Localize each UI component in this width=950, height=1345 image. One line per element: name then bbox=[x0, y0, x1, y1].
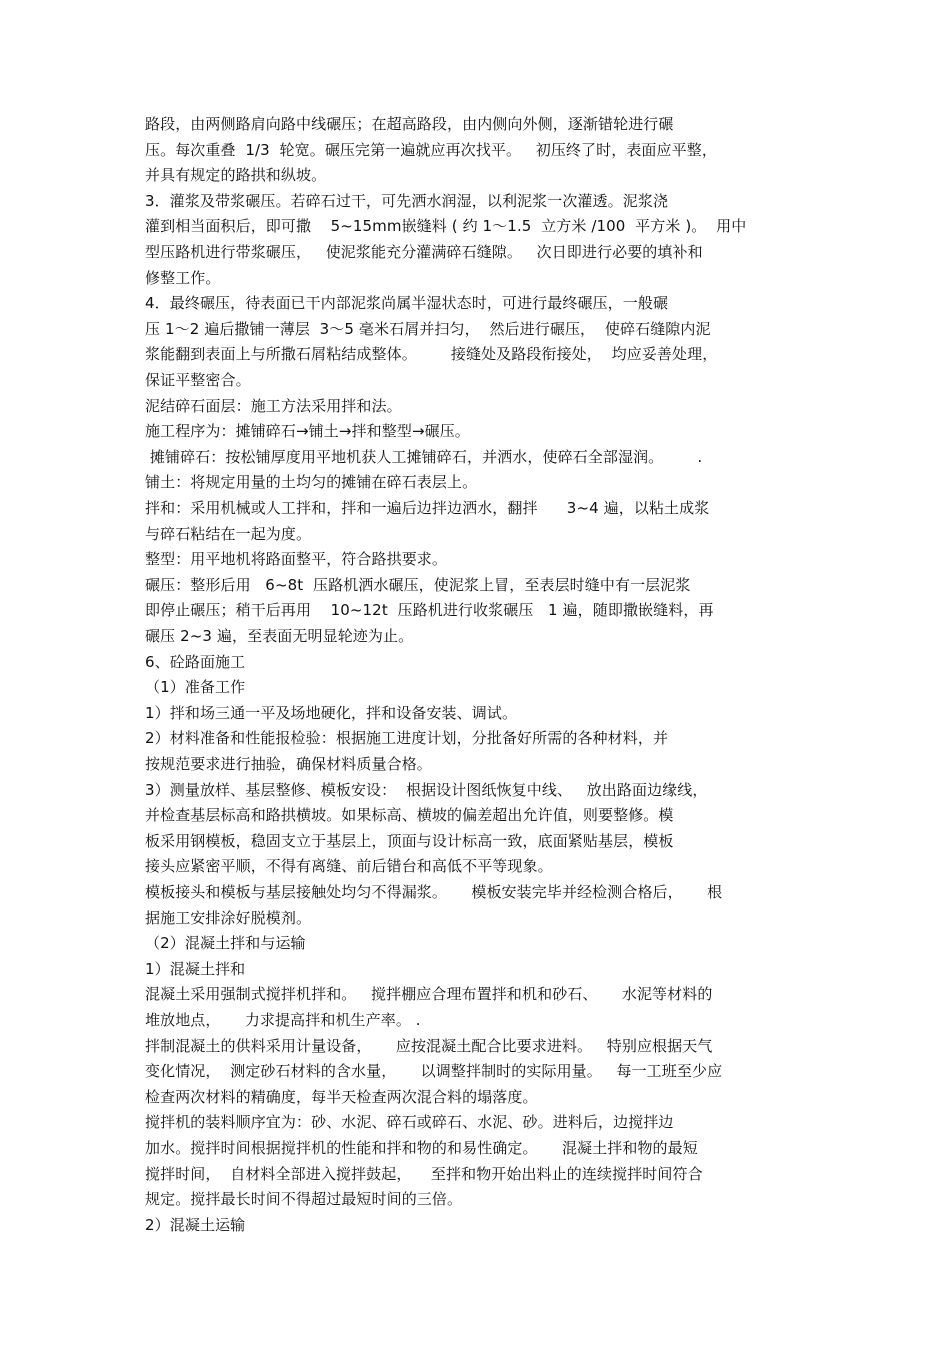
text-line: 接头应紧密平顺，不得有离缝、前后错台和高低不平等现象。 bbox=[145, 857, 553, 876]
text-line: 浆能翻到表面上与所撒石屑粘结成整体。 接缝处及路段衔接处， 均应妥善处理， bbox=[145, 345, 718, 364]
text-line: 2）混凝土运输 bbox=[145, 1215, 246, 1234]
text-line: 混凝土采用强制式搅拌机拌和。 搅拌棚应合理布置拌和机和砂石、 水泥等材料的 bbox=[145, 985, 713, 1004]
text-line: 板采用钢模板，稳固支立于基层上，顶面与设计标高一致，底面紧贴基层，模板 bbox=[145, 831, 674, 850]
text-line: 碾压 2~3 遍，至表面无明显轮迹为止。 bbox=[145, 627, 414, 645]
text-line: 压 1～2 遍后撒铺一薄层 3～5 毫米石屑并扫匀， 然后进行碾压， 使碎石缝隙内泥 bbox=[145, 319, 711, 338]
text-line: 4．最终碾压，待表面已干内部泥浆尚属半湿状态时，可进行最终碾压，一般碾 bbox=[145, 294, 669, 313]
text-line: 6、砼路面施工 bbox=[145, 652, 246, 671]
text-line: 路段，由两侧路肩向路中线碾压；在超高路段，由内侧向外侧，逐渐错轮进行碾 bbox=[145, 115, 674, 133]
text-line: 并检查基层标高和路拱横坡。如果标高、横坡的偏差超出允许值，则要整修。模 bbox=[145, 806, 674, 825]
text-line: 型压路机进行带浆碾压， 使泥浆能充分灌满碎石缝隙。 次日即进行必要的填补和 bbox=[145, 243, 703, 261]
text-line: 3）测量放样、基层整修、模板安设： 根据设计图纸恢复中线、 放出路面边缘线， bbox=[145, 780, 708, 799]
text-line: 整型：用平地机将路面整平，符合路拱要求。 bbox=[145, 550, 448, 569]
text-line: 修整工作。 bbox=[145, 268, 221, 287]
text-line: 施工程序为：摊铺碎石→铺土→拌和整型→碾压。 bbox=[145, 422, 470, 441]
text-line: 泥结碎石面层：施工方法采用拌和法。 bbox=[145, 396, 402, 415]
text-line: （1）准备工作 bbox=[145, 678, 246, 697]
text-line: 堆放地点， 力求提高拌和机生产率。 . bbox=[145, 1011, 421, 1029]
text-line: 规定。搅拌最长时间不得超过最短时间的三倍。 bbox=[145, 1190, 463, 1209]
text-line: 据施工安排涂好脱模剂。 bbox=[145, 908, 312, 927]
text-line: （2）混凝土拌和与运输 bbox=[145, 934, 306, 953]
text-line: 按规范要求进行抽验，确保材料质量合格。 bbox=[145, 755, 432, 773]
text-line: 3．灌浆及带浆碾压。若碎石过干，可先洒水润湿，以利泥浆一次灌透。泥浆浇 bbox=[145, 191, 669, 210]
text-line: 2）材料准备和性能报检验：根据施工进度计划，分批备好所需的各种材料，并 bbox=[145, 729, 669, 748]
text-line: 加水。搅拌时间根据搅拌机的性能和拌和物的和易性确定。 混凝土拌和物的最短 bbox=[145, 1139, 698, 1157]
text-line: 1）混凝土拌和 bbox=[145, 959, 246, 978]
text-line: 变化情况， 测定砂石材料的含水量， 以调整拌制时的实际用量。 每一工班至少应 bbox=[145, 1062, 723, 1081]
text-line: 摊铺碎石：按松铺厚度用平地机获人工摊铺碎石，并洒水，使碎石全部湿润。 . bbox=[145, 447, 703, 466]
text-line: 模板接头和模板与基层接触处均匀不得漏浆。 模板安装完毕并经检测合格后， 根 bbox=[145, 883, 723, 901]
text-line: 碾压：整形后用 6~8t 压路机洒水碾压，使泥浆上冒，至表层时缝中有一层泥浆 bbox=[145, 575, 691, 594]
text-line: 并具有规定的路拱和纵坡。 bbox=[145, 166, 327, 185]
text-line: 即停止碾压；稍干后再用 10~12t 压路机进行收浆碾压 1 遍，随即撒嵌缝料，再 bbox=[145, 601, 714, 620]
text-line: 铺土：将规定用量的土均匀的摊铺在碎石表层上。 bbox=[145, 473, 478, 492]
text-line: 检查两次材料的精确度，每半天检查两次混合料的塌落度。 bbox=[145, 1087, 538, 1106]
text-line: 拌制混凝土的供料采用计量设备， 应按混凝土配合比要求进料。 特别应根据天气 bbox=[145, 1036, 713, 1055]
text-line: 拌和：采用机械或人工拌和，拌和一遍后边拌边洒水，翻拌 3~4 遍，以粘土成浆 bbox=[145, 499, 710, 517]
text-line: 搅拌时间， 自材料全部进入搅拌鼓起， 至拌和物开始出料止的连续搅拌时间符合 bbox=[145, 1164, 703, 1183]
text-line: 与碎石粘结在一起为度。 bbox=[145, 524, 312, 543]
text-line: 灌到相当面积后，即可撒 5~15mm嵌缝料 ( 约 1～1.5 立方米 /100 平方米 )。 用中 bbox=[145, 217, 747, 236]
text-line: 1）拌和场三通一平及场地硬化，拌和设备安装、调试。 bbox=[145, 703, 518, 722]
text-line: 保证平整密合。 bbox=[145, 371, 251, 389]
text-line: 搅拌机的装料顺序宜为：砂、水泥、碎石或碎石、水泥、砂。进料后，边搅拌边 bbox=[145, 1113, 674, 1132]
text-line: 压。每次重叠 1/3 轮宽。碾压完第一遍就应再次找平。 初压终了时，表面应平整， bbox=[145, 140, 717, 159]
